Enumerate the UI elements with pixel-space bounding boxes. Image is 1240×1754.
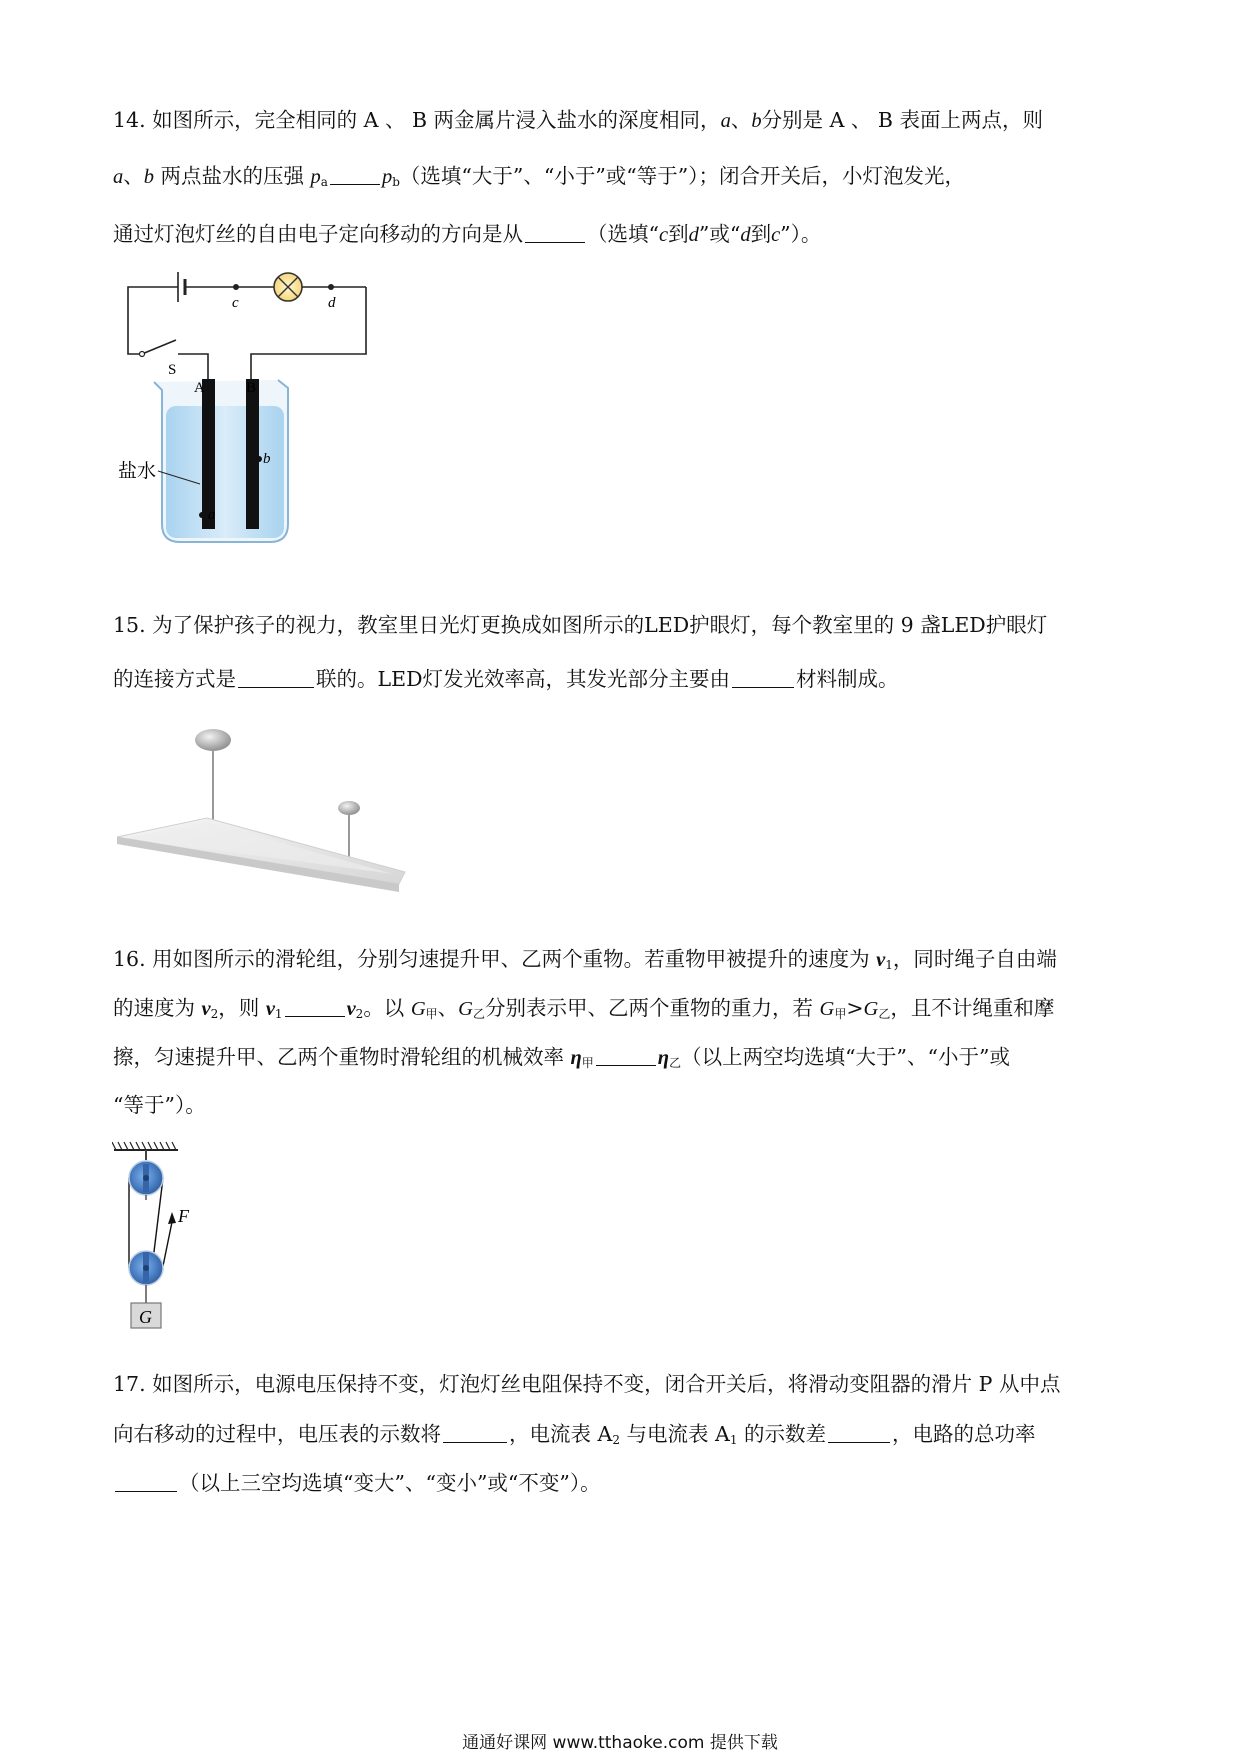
answer-blank[interactable] [443, 1422, 507, 1443]
switch-pivot [140, 352, 145, 357]
answer-blank[interactable] [525, 222, 585, 243]
q16-line-3 [113, 1043, 1010, 1077]
q16-text: 。以 [363, 996, 411, 1020]
q16-line-2 [113, 994, 1054, 1028]
greater-than: > [846, 996, 864, 1020]
salt-water [166, 406, 284, 538]
weight-symbol: G [410, 998, 426, 1020]
label-c: c [232, 295, 239, 311]
subscript: 1 [885, 958, 893, 972]
q14-text: （选填“ [587, 222, 659, 246]
subscript: 甲 [425, 1007, 438, 1021]
point-d-dot [328, 284, 334, 290]
q15-text: 材料制成。 [796, 667, 899, 691]
q14-text: 分别是 A 、 B 表面上两点，则 [761, 108, 1043, 132]
label-F: F [178, 1206, 189, 1226]
circuit-beaker-figure [118, 262, 378, 552]
q16-line-1 [113, 945, 1057, 979]
q14-line-3 [113, 220, 821, 249]
label-d: d [328, 295, 336, 311]
point-a-dot [199, 512, 205, 518]
pressure-symbol: p [310, 166, 321, 188]
q14-line-2 [113, 162, 965, 196]
switch-lever [142, 340, 176, 354]
point-b-dot [256, 456, 262, 462]
q17-line-2 [113, 1420, 1035, 1454]
wire [178, 354, 208, 382]
point-c-dot [233, 284, 239, 290]
label-switch: S [168, 362, 177, 378]
ceiling-mount-left [195, 729, 231, 751]
answer-blank[interactable] [115, 1471, 177, 1492]
q14-text: 14. 如图所示，完全相同的 A 、 B 两金属片浸入盐水的深度相同， [113, 108, 721, 132]
q16-text: ，且不计绳重和摩 [890, 996, 1055, 1020]
subscript: 乙 [472, 1007, 485, 1021]
pressure-subscript: b [392, 175, 400, 189]
subscript: 甲 [581, 1056, 594, 1070]
subscript: 1 [274, 1007, 283, 1021]
point-d-label: d [740, 224, 751, 246]
q14-text: 通过灯泡灯丝的自由电子定向移动的方向是从 [113, 222, 523, 246]
label-point-b: b [263, 451, 271, 467]
point-a-label: a [113, 166, 124, 188]
answer-blank[interactable] [828, 1422, 890, 1443]
subscript: 乙 [878, 1007, 891, 1021]
pressure-symbol: p [381, 166, 393, 188]
q16-text: 擦，匀速提升甲、乙两个重物时滑轮组的机械效率 [113, 1045, 571, 1069]
label-electrode-b: B [245, 380, 256, 396]
q14-text: 到 [750, 222, 772, 246]
efficiency-symbol: η [570, 1047, 582, 1069]
point-b-label: b [751, 110, 762, 132]
q16-line-4: “等于”）。 [113, 1093, 206, 1117]
q15-text: 联的。LED灯发光效率高，其发光部分主要由 [316, 667, 731, 691]
q17-text: ，电路的总功率 [891, 1422, 1036, 1446]
label-G: G [139, 1307, 152, 1327]
velocity-symbol: v [346, 998, 356, 1020]
wire [251, 287, 366, 382]
label-point-a: a [208, 507, 216, 523]
weight-symbol: G [863, 998, 879, 1020]
q16-text: 分别表示甲、乙两个重物的重力，若 [485, 996, 820, 1020]
q17-line-3 [113, 1469, 601, 1497]
q14-text: （选填“大于”、“小于”或“等于”）；闭合开关后，小灯泡发光， [399, 164, 966, 188]
q14-text: ”）。 [780, 222, 822, 246]
answer-blank[interactable] [732, 667, 794, 688]
label-saltwater: 盐水 [118, 460, 157, 482]
weight-symbol: G [458, 998, 473, 1020]
efficiency-symbol: η [657, 1047, 670, 1069]
q16-text: 、 [437, 996, 459, 1020]
point-b-label: b [143, 166, 154, 188]
q16-text: ，同时绳子自由端 [892, 947, 1057, 971]
pulley-figure [112, 1140, 212, 1340]
subscript: 甲 [834, 1007, 847, 1021]
led-lamp-figure [113, 722, 413, 907]
pressure-subscript: a [320, 175, 328, 189]
label-electrode-a: A [194, 380, 205, 396]
q16-text: ，则 [218, 996, 266, 1020]
q15-line-1: 15. 为了保护孩子的视力，教室里日光灯更换成如图所示的LED护眼灯，每个教室里的 9 盏LED护眼灯 [113, 613, 1048, 637]
q17-text: 与电流表 A [619, 1422, 730, 1446]
q17-text: （以上三空均选填“变大”、“变小”或“不变”）。 [179, 1471, 601, 1495]
point-c-label: c [658, 224, 669, 246]
point-c-label: c [771, 224, 781, 246]
answer-blank[interactable] [330, 164, 380, 185]
q14-text: 到 [668, 222, 689, 246]
answer-blank[interactable] [285, 996, 345, 1017]
electrode-b [246, 379, 259, 529]
q14-line-1 [113, 106, 1043, 135]
q15-text: 的连接方式是 [113, 667, 236, 691]
point-d-label: d [688, 224, 699, 246]
q14-text: ”或“ [698, 222, 741, 246]
q14-text: 、 [730, 108, 752, 132]
page-footer: 通通好课网 www.tthaoke.com 提供下载 [462, 1733, 778, 1753]
ceiling-mount-right [338, 801, 360, 815]
force-arrow [168, 1212, 176, 1224]
velocity-symbol: v [265, 998, 275, 1020]
q16-text: （以上两空均选填“大于”、“小于”或 [681, 1045, 1010, 1069]
q14-text: 、 [123, 164, 144, 188]
point-a-label: a [720, 110, 731, 132]
wire [128, 287, 178, 354]
subscript: 1 [729, 1433, 738, 1447]
weight-symbol: G [819, 998, 835, 1020]
answer-blank[interactable] [238, 667, 314, 688]
answer-blank[interactable] [596, 1045, 656, 1066]
velocity-symbol: v [876, 949, 886, 971]
rope [163, 1222, 172, 1266]
q17-text: 的示数差 [737, 1422, 826, 1446]
subscript: 2 [210, 1007, 219, 1021]
q16-text: 16. 用如图所示的滑轮组，分别匀速提升甲、乙两个重物。若重物甲被提升的速度为 [113, 947, 877, 971]
subscript: 2 [355, 1007, 364, 1021]
q17-text: 向右移动的过程中，电压表的示数将 [113, 1422, 441, 1446]
q15-line-2 [113, 665, 899, 693]
subscript: 乙 [669, 1056, 682, 1070]
q16-text: 的速度为 [113, 996, 202, 1020]
velocity-symbol: v [201, 998, 211, 1020]
q17-line-1: 17. 如图所示，电源电压保持不变，灯泡灯丝电阻保持不变，闭合开关后，将滑动变阻器的滑片 P 从中点 [113, 1372, 1061, 1396]
q17-text: ，电流表 A [509, 1422, 613, 1446]
subscript: 2 [612, 1433, 620, 1447]
q14-text: 两点盐水的压强 [154, 164, 311, 188]
